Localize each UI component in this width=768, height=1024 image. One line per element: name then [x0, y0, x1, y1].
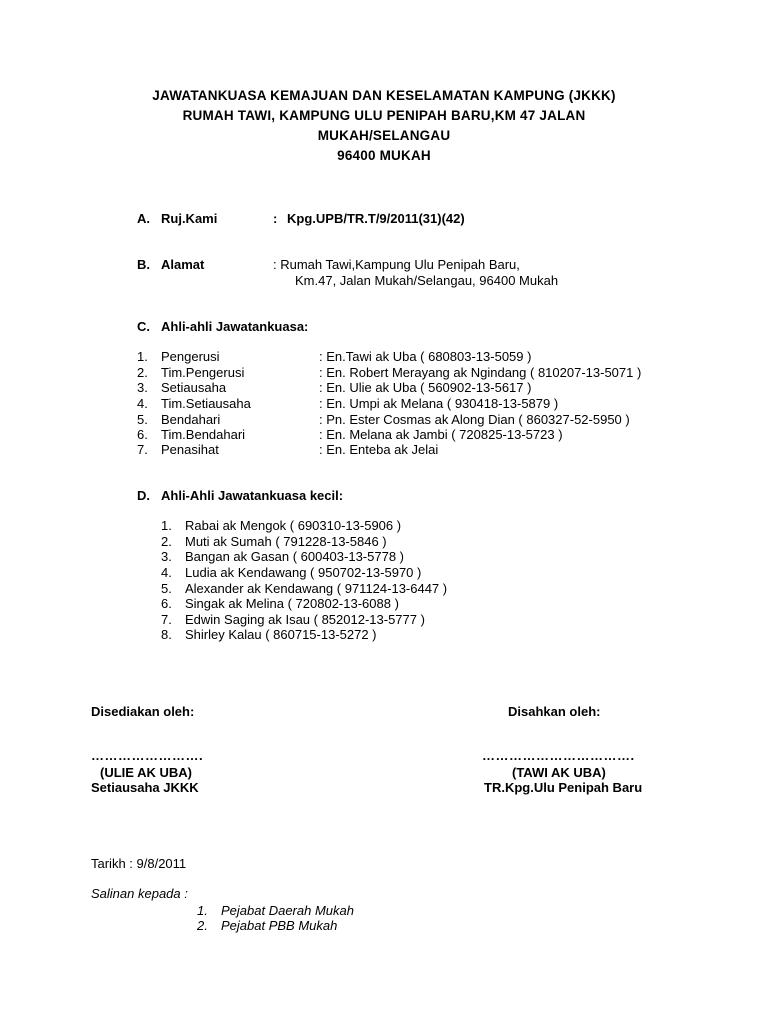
section-b-letter: B. — [137, 257, 150, 272]
reference-label: Ruj.Kami — [161, 211, 218, 226]
copies-heading: Salinan kepada : — [91, 886, 188, 901]
committee-number: 4. — [137, 396, 148, 411]
subcommittee-number: 8. — [161, 627, 172, 642]
subcommittee-row — [0, 612, 768, 628]
committee-row — [0, 349, 768, 365]
copies-row — [0, 903, 768, 919]
committee-role: Setiausaha — [161, 380, 227, 395]
committee-role: Tim.Pengerusi — [161, 365, 245, 380]
document-date: Tarikh : 9/8/2011 — [91, 856, 187, 871]
committee-role: Pengerusi — [161, 349, 220, 364]
subcommittee-row — [0, 534, 768, 550]
letterhead — [0, 86, 768, 166]
subcommittee-name: Ludia ak Kendawang ( 950702-13-5970 ) — [185, 565, 422, 580]
committee-row — [0, 412, 768, 428]
address-label: Alamat — [161, 257, 205, 272]
subcommittee-heading — [0, 488, 768, 504]
section-d-letter: D. — [137, 488, 150, 503]
copies-recipient: Pejabat Daerah Mukah — [221, 903, 354, 918]
subcommittee-number: 7. — [161, 612, 172, 627]
committee-row — [0, 442, 768, 458]
approved-by-name: (TAWI AK UBA) — [512, 765, 606, 780]
copies-recipient: Pejabat PBB Mukah — [221, 918, 338, 933]
section-a-letter: A. — [137, 211, 150, 226]
letterhead-line-4: 96400 MUKAH — [337, 148, 431, 163]
committee-detail: : En. Enteba ak Jelai — [319, 442, 439, 457]
committee-role: Bendahari — [161, 412, 221, 427]
subcommittee-number: 4. — [161, 565, 172, 580]
address-line-2: Km.47, Jalan Mukah/Selangau, 96400 Mukah — [295, 273, 559, 288]
committee-number: 2. — [137, 365, 148, 380]
subcommittee-row — [0, 565, 768, 581]
committee-title: Ahli-ahli Jawatankuasa: — [161, 319, 309, 334]
subcommittee-row — [0, 581, 768, 597]
copies-number: 1. — [197, 903, 208, 918]
subcommittee-number: 1. — [161, 518, 172, 533]
subcommittee-number: 6. — [161, 596, 172, 611]
address-row-2 — [0, 273, 768, 289]
subcommittee-name: Singak ak Melina ( 720802-13-6088 ) — [185, 596, 399, 611]
prepared-by-signature-line: ……………………. — [91, 748, 204, 763]
committee-number: 6. — [137, 427, 148, 442]
subcommittee-number: 5. — [161, 581, 172, 596]
committee-detail: : Pn. Ester Cosmas ak Along Dian ( 860327-52-5950 ) — [319, 412, 630, 427]
copies-number: 2. — [197, 918, 208, 933]
approved-by-signature-line: ……………………………. — [482, 748, 635, 763]
committee-role: Tim.Setiausaha — [161, 396, 251, 411]
committee-detail: : En. Ulie ak Uba ( 560902-13-5617 ) — [319, 380, 532, 395]
committee-role: Penasihat — [161, 442, 219, 457]
letterhead-line-2: RUMAH TAWI, KAMPUNG ULU PENIPAH BARU,KM 47 JALAN — [182, 108, 586, 123]
subcommittee-number: 2. — [161, 534, 172, 549]
subcommittee-row — [0, 549, 768, 565]
section-c-letter: C. — [137, 319, 150, 334]
subcommittee-name: Muti ak Sumah ( 791228-13-5846 ) — [185, 534, 387, 549]
subcommittee-name: Shirley Kalau ( 860715-13-5272 ) — [185, 627, 377, 642]
subcommittee-name: Alexander ak Kendawang ( 971124-13-6447 ) — [185, 581, 448, 596]
committee-detail: : En. Melana ak Jambi ( 720825-13-5723 ) — [319, 427, 563, 442]
prepared-by-heading: Disediakan oleh: — [91, 704, 195, 719]
committee-row — [0, 365, 768, 381]
committee-number: 7. — [137, 442, 148, 457]
subcommittee-row — [0, 627, 768, 643]
committee-heading — [0, 319, 768, 335]
subcommittee-name: Bangan ak Gasan ( 600403-13-5778 ) — [185, 549, 404, 564]
committee-row — [0, 427, 768, 443]
committee-row — [0, 396, 768, 412]
subcommittee-title: Ahli-Ahli Jawatankuasa kecil: — [161, 488, 344, 503]
address-row — [0, 257, 768, 273]
reference-separator: : — [273, 211, 278, 226]
subcommittee-name: Rabai ak Mengok ( 690310-13-5906 ) — [185, 518, 402, 533]
committee-detail: : En.Tawi ak Uba ( 680803-13-5059 ) — [319, 349, 532, 364]
subcommittee-name: Edwin Saging ak Isau ( 852012-13-5777 ) — [185, 612, 425, 627]
prepared-by-title: Setiausaha JKKK — [91, 780, 199, 795]
copies-row — [0, 918, 768, 934]
prepared-by-name: (ULIE AK UBA) — [100, 765, 192, 780]
committee-detail: : En. Robert Merayang ak Ngindang ( 810207-13-5071 ) — [319, 365, 642, 380]
committee-detail: : En. Umpi ak Melana ( 930418-13-5879 ) — [319, 396, 559, 411]
committee-row — [0, 380, 768, 396]
reference-value: Kpg.UPB/TR.T/9/2011(31)(42) — [287, 211, 465, 226]
committee-number: 5. — [137, 412, 148, 427]
committee-number: 1. — [137, 349, 148, 364]
subcommittee-row — [0, 518, 768, 534]
reference-row — [0, 211, 768, 227]
committee-role: Tim.Bendahari — [161, 427, 246, 442]
approved-by-heading: Disahkan oleh: — [508, 704, 601, 719]
subcommittee-number: 3. — [161, 549, 172, 564]
letterhead-line-1: JAWATANKUASA KEMAJUAN DAN KESELAMATAN KAMPUNG (JKKK) — [152, 88, 616, 103]
approved-by-title: TR.Kpg.Ulu Penipah Baru — [484, 780, 643, 795]
letterhead-line-3: MUKAH/SELANGAU — [317, 128, 451, 143]
address-line-1: : Rumah Tawi,Kampung Ulu Penipah Baru, — [273, 257, 520, 272]
committee-number: 3. — [137, 380, 148, 395]
subcommittee-row — [0, 596, 768, 612]
